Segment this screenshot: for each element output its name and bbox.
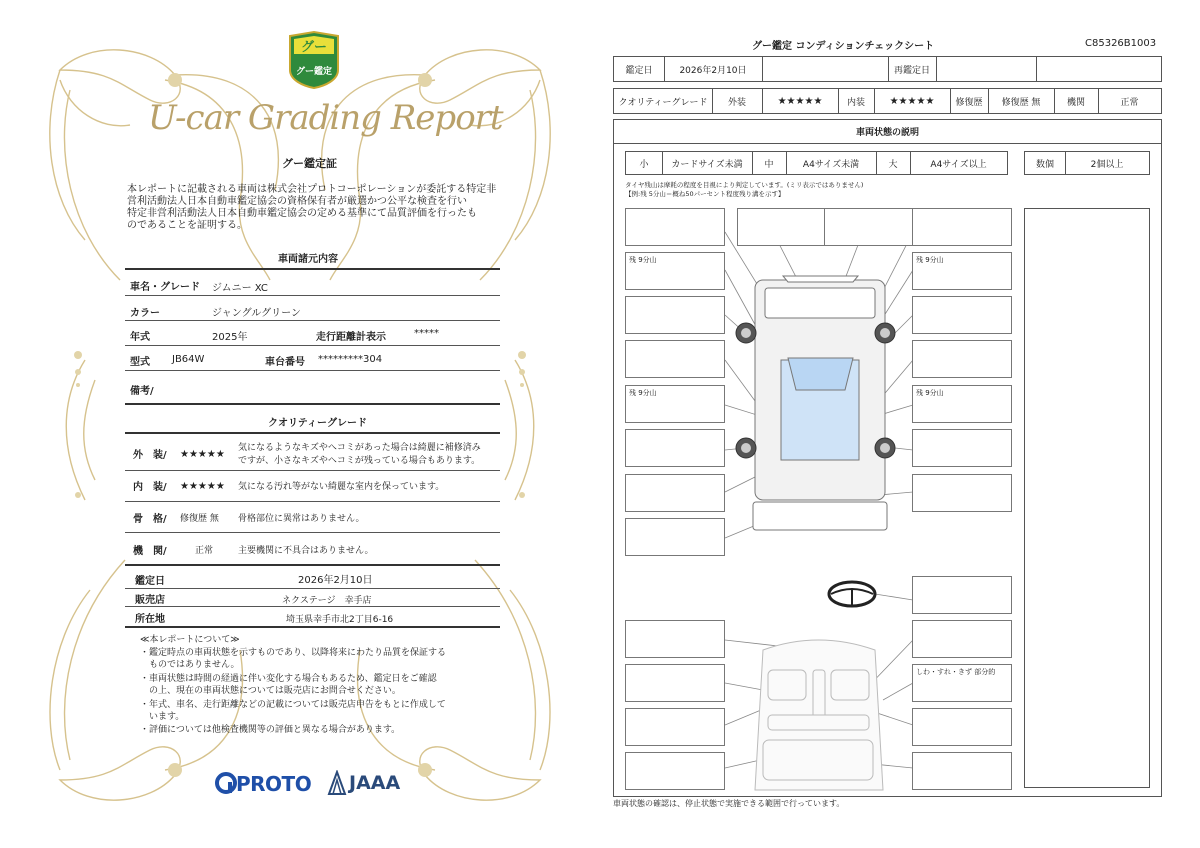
exterior-desc-2: ですが、小さなキズやヘコミが残っている場合もあります。 (238, 456, 481, 466)
part-box (625, 340, 725, 378)
mileage-label: 走行距離計表示 (316, 332, 386, 343)
sheet-interior-label: 内装 (846, 97, 865, 108)
proto-logo-icon (215, 772, 237, 794)
intro-line-4: のであることを証明する。 (127, 220, 247, 231)
part-box (912, 340, 1012, 378)
sheet-date-label: 鑑定日 (625, 65, 653, 76)
dealer-value: ネクステージ 幸手店 (282, 596, 372, 606)
tire-note-1: タイヤ残山は摩耗の程度を目視により判定しています。(ミリ表示ではありません) (625, 181, 864, 189)
frame-value: 修復歴 無 (180, 514, 219, 524)
sheet-exterior-label: 外装 (727, 97, 746, 108)
sheet-engine-value: 正常 (1120, 97, 1139, 108)
engine-desc: 主要機関に不具合はありません。 (238, 546, 374, 556)
count-label: 数個 (1035, 159, 1054, 170)
interior-desc: 気になる汚れ等がない綺麗な室内を保っています。 (238, 482, 445, 492)
color-label: カラー (130, 308, 160, 319)
sheet-code: C85326B1003 (1085, 38, 1157, 49)
proto-logo-text: PROTO (236, 772, 312, 796)
jaaa-logo-text: JAAA (349, 772, 401, 794)
sheet-footer: 車両状態の確認は、停止状態で実施できる範囲で行っています。 (613, 799, 845, 808)
year-label: 年式 (130, 332, 150, 343)
intro-line-1: 本レポートに記載される車両は株式会社プロトコーポレーションが委託する特定非 (127, 184, 497, 195)
intro-line-3: 特定非営利活動法人日本自動車鑑定協会の定める基準にて品質評価を行ったも (127, 208, 477, 219)
part-box (912, 708, 1012, 746)
part-box (912, 752, 1012, 790)
sheet-repair-value: 修復歴 無 (1001, 97, 1041, 108)
model-label: 型式 (130, 357, 150, 368)
logo-caption: グー鑑定 (296, 67, 333, 77)
sheet-repair-label: 修復歴 (955, 97, 983, 108)
part-box (625, 208, 725, 246)
part-box (824, 208, 924, 246)
tire-front-left-box (625, 252, 725, 290)
note-1b: ものではありません。 (140, 660, 240, 670)
note-4: ・評価については他検査機関等の評価と異なる場合があります。 (140, 725, 401, 735)
sheet-interior-stars: ★★★★★ (889, 95, 935, 107)
note-1: ・鑑定時点の車両状態を示すものであり、以降将来にわたり品質を保証する (140, 648, 447, 658)
intro-line-2: 営利活動法人日本自動車鑑定協会の資格保有者が厳選かつ公平な検査を行い (127, 196, 467, 207)
part-box (625, 518, 725, 556)
report-title: U-car Grading Report (148, 98, 503, 138)
note-2b: の上、現在の車両状態については販売店にお問合せください。 (140, 686, 401, 696)
dealer-label: 販売店 (135, 595, 165, 606)
engine-value: 正常 (195, 546, 214, 556)
part-box (912, 208, 1012, 246)
sheet-quality-label: クオリティーグレード (618, 97, 708, 108)
interior-stars: ★★★★★ (180, 481, 225, 492)
sheet-title: グー鑑定 コンディションチェックシート (752, 41, 935, 52)
size-mid-label: 中 (764, 159, 774, 170)
exterior-stars: ★★★★★ (180, 449, 225, 460)
frame-desc: 骨格部位に異常はありません。 (238, 514, 365, 524)
part-box (912, 474, 1012, 512)
count-legend (1024, 151, 1150, 175)
tire-front-right-box (912, 252, 1012, 290)
condition-heading: 車両状態の説明 (614, 120, 1161, 144)
sheet-engine-label: 機関 (1066, 97, 1085, 108)
tire-rear-left-box (625, 385, 725, 423)
part-box (625, 620, 725, 658)
part-box (625, 474, 725, 512)
count-value: 2個以上 (1090, 159, 1124, 170)
certificate-subtitle: グー鑑定証 (282, 157, 337, 170)
interior-note: しわ・すれ・きず 部分的 (916, 668, 996, 676)
chassis-value: *********304 (318, 354, 383, 365)
address-label: 所在地 (135, 614, 165, 625)
notes-heading: ≪本レポートについて≫ (140, 635, 240, 645)
tire-note-2: 【例:残 5分山＝概ね50パーセント程度残り溝を示す】 (625, 190, 785, 198)
engine-label: 機 関/ (133, 546, 167, 557)
interior-label: 内 装/ (133, 482, 167, 493)
tire-rear-right-box (912, 385, 1012, 423)
quality-heading: クオリティーグレード (268, 418, 367, 429)
part-box (912, 296, 1012, 334)
interior-note-box (912, 664, 1012, 702)
size-small-value: カードサイズ未満 (671, 159, 743, 170)
mileage-value: ***** (414, 328, 439, 339)
tire-front-right: 残 9分山 (916, 256, 944, 264)
part-box (737, 208, 837, 246)
note-2: ・車両状態は時間の経過に伴い変化する場合もあるため、鑑定日をご確認 (140, 674, 437, 684)
part-box (625, 429, 725, 467)
model-value: JB64W (172, 354, 205, 365)
frame-label: 骨 格/ (133, 514, 167, 525)
part-box (912, 620, 1012, 658)
size-large-label: 大 (888, 159, 898, 170)
tire-rear-right: 残 9分山 (916, 389, 944, 397)
note-3b: います。 (140, 712, 185, 722)
part-box (912, 429, 1012, 467)
date-value: 2026年2月10日 (298, 575, 373, 586)
exterior-desc-1: 気になるようなキズやへコミがあった場合は綺麗に補修済み (238, 443, 481, 453)
sheet-exterior-stars: ★★★★★ (777, 95, 823, 107)
size-small-label: 小 (639, 159, 649, 170)
car-name-label: 車名・グレード (130, 282, 200, 293)
sheet-date-value: 2026年2月10日 (679, 65, 747, 76)
steering-wheel-icon (829, 582, 875, 606)
goo-kantei-logo (285, 30, 343, 90)
exterior-label: 外 装/ (133, 450, 167, 461)
svg-text:グー: グー (300, 40, 328, 55)
chassis-label: 車台番号 (265, 357, 305, 368)
remarks-label: 備考/ (130, 386, 154, 397)
date-row (613, 56, 1162, 82)
note-3: ・年式、車名、走行距離などの記載については販売店申告をもとに作成して (140, 700, 446, 710)
car-name-value: ジムニー XC (212, 283, 268, 294)
comments-column (1024, 208, 1150, 788)
part-box (625, 752, 725, 790)
tire-rear-left: 残 9分山 (629, 389, 657, 397)
part-box (625, 664, 725, 702)
size-large-value: A4サイズ以上 (930, 159, 987, 170)
specs-heading: 車両諸元内容 (278, 254, 338, 265)
year-value: 2025年 (212, 332, 248, 343)
tire-front-left: 残 9分山 (629, 256, 657, 264)
part-box (912, 576, 1012, 614)
color-value: ジャングルグリーン (212, 308, 301, 319)
address-value: 埼玉県幸手市北2丁目6-16 (286, 615, 394, 625)
date-label: 鑑定日 (135, 576, 165, 587)
quality-row (613, 88, 1162, 114)
sheet-redate-label: 再鑑定日 (893, 65, 930, 76)
size-legend (625, 151, 1008, 175)
part-box (625, 708, 725, 746)
size-mid-value: A4サイズ未満 (802, 159, 860, 170)
part-box (625, 296, 725, 334)
jaaa-logo-icon (327, 770, 347, 796)
